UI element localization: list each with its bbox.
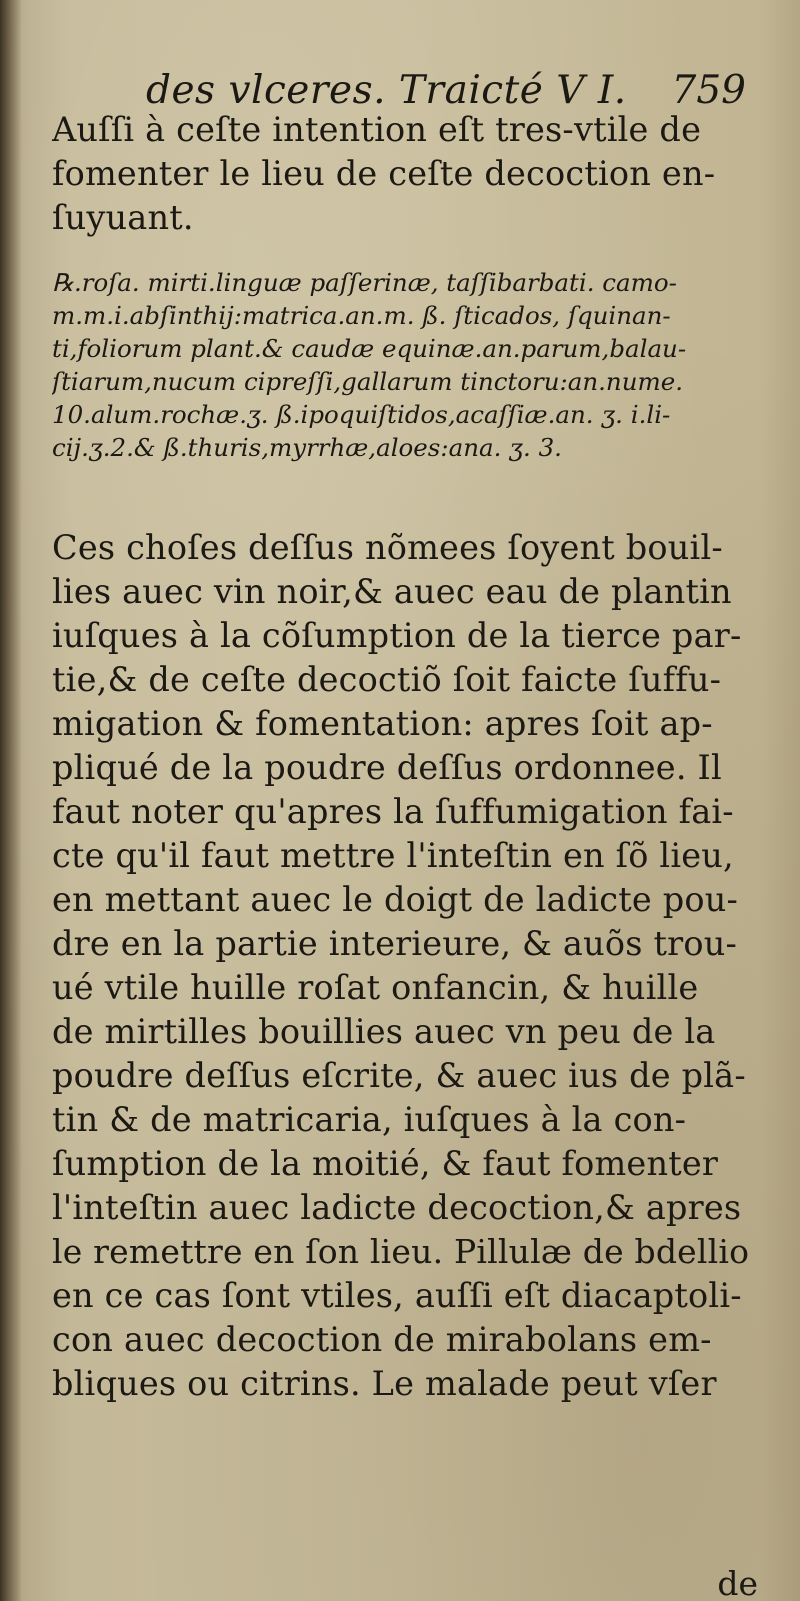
- recipe-line: 10.alum.rochæ.ʒ. ß.ipoquiſtidos,acaſſiæ.an. ʒ. i.li-: [52, 400, 671, 429]
- text-line: lies auec vin noir,& auec eau de plantin: [52, 572, 732, 611]
- binding-gutter: [0, 0, 22, 1601]
- text-line: con auec decoction de mirabolans em-: [52, 1320, 712, 1359]
- text-line: tie,& de ceſte decoctiõ ſoit faicte ſuffu-: [52, 660, 722, 699]
- text-line: en ce cas ſont vtiles, auſſi eſt diacaptoli-: [52, 1276, 742, 1315]
- recipe-paragraph: [52, 266, 752, 464]
- text-line: l'inteſtin auec ladicte decoction,& apres: [52, 1188, 742, 1227]
- text-line: cte qu'il faut mettre l'inteſtin en ſõ lieu,: [52, 836, 734, 875]
- text-line: fomenter le lieu de ceſte decoction en-: [52, 154, 716, 193]
- catchword: de: [717, 1564, 758, 1601]
- text-line: bliques ou citrins. Le malade peut vſer: [52, 1364, 717, 1403]
- text-line: migation & fomentation: apres ſoit ap-: [52, 704, 713, 743]
- text-line: ſumption de la moitié, & faut fomenter: [52, 1144, 719, 1183]
- recipe-line: m.m.i.abſinthij:matrica.an.m. ß. ſticados, ſquinan-: [52, 301, 671, 330]
- recipe-line: ℞.roſa. mirti.linguæ paſſerinæ, taſſibarbati. camo-: [52, 268, 677, 297]
- text-line: de mirtilles bouillies auec vn peu de la: [52, 1012, 716, 1051]
- recipe-line: cij.ʒ.2.& ß.thuris,myrrhæ,aloes:ana. ʒ. 3.: [52, 433, 562, 462]
- text-line: ué vtile huille roſat onfancin, & huille: [52, 968, 699, 1007]
- text-line: faut noter qu'apres la ſuffumigation fai-: [52, 792, 734, 831]
- body-paragraph: [52, 526, 752, 1406]
- text-line: Ces choſes deſſus nõmees ſoyent bouil-: [52, 528, 723, 567]
- intro-paragraph: [52, 108, 752, 240]
- recipe-line: ſtiarum,nucum cipreſſi,gallarum tinctoru:an.nume.: [52, 367, 684, 396]
- text-line: iuſques à la cõſumption de la tierce par-: [52, 616, 742, 655]
- running-title: des vlceres. Traicté V I.: [146, 68, 627, 113]
- text-line: poudre deſſus eſcrite, & auec ius de plã-: [52, 1056, 746, 1095]
- text-line: dre en la partie interieure, & auõs trou-: [52, 924, 738, 963]
- text-line: le remettre en ſon lieu. Pillulæ de bdellio: [52, 1232, 750, 1271]
- text-line: pliqué de la poudre deſſus ordonnee. Il: [52, 748, 722, 787]
- text-line: tin & de matricaria, iuſques à la con-: [52, 1100, 687, 1139]
- recipe-line: ti,foliorum plant.& caudæ equinæ.an.parum,balau-: [52, 334, 687, 363]
- text-line: Auſſi à ceſte intention eſt tres-vtile de: [52, 110, 702, 149]
- text-line: ſuyuant.: [52, 198, 194, 237]
- text-line: en mettant auec le doigt de ladicte pou-: [52, 880, 739, 919]
- page-number: 759: [671, 68, 746, 113]
